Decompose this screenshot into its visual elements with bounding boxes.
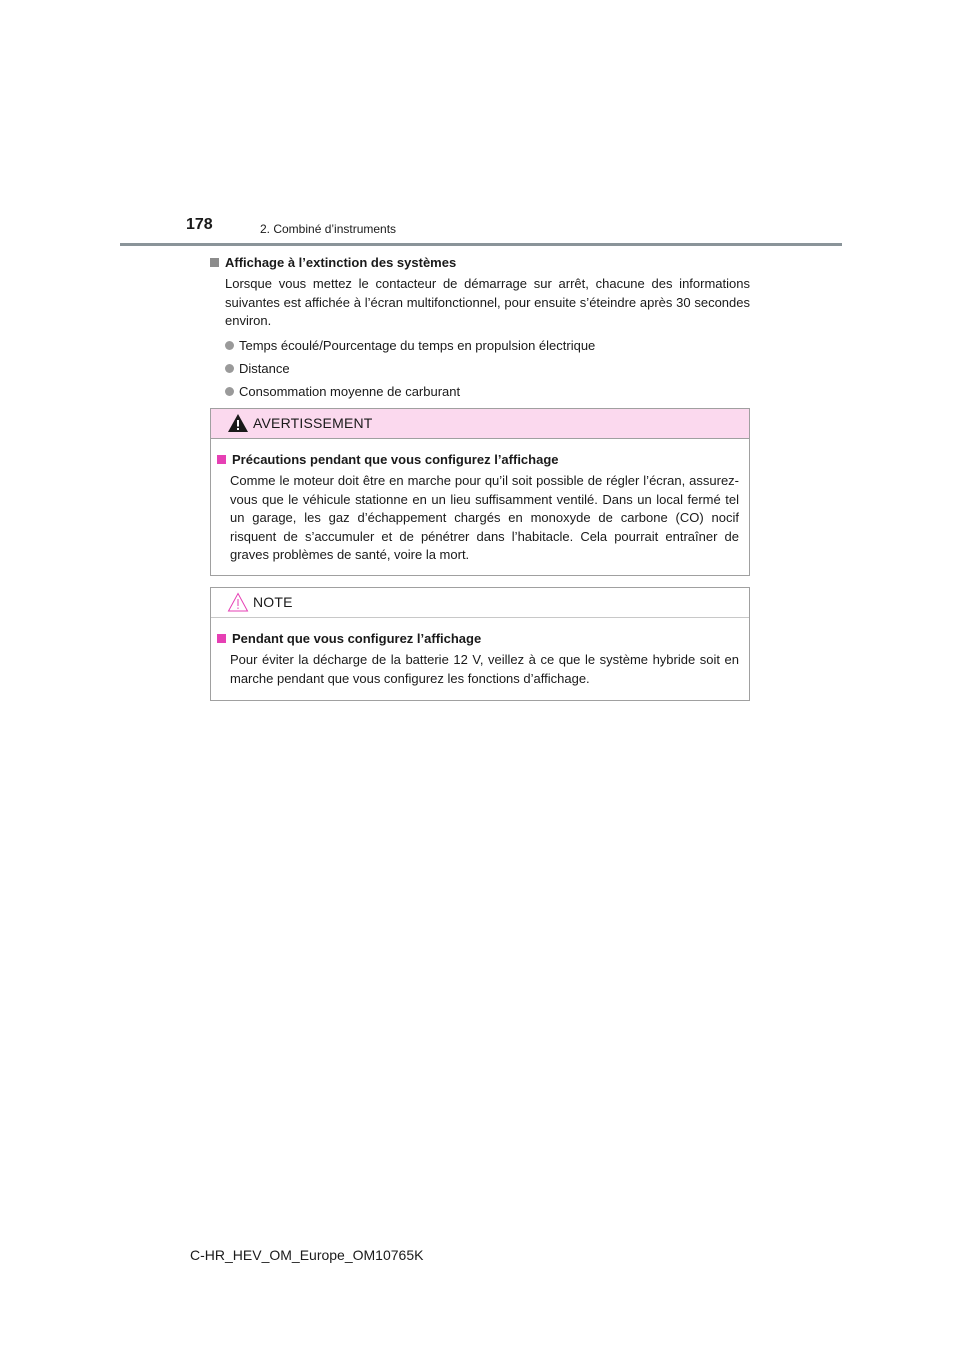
- circle-bullet-icon: [225, 341, 234, 350]
- warning-text: Comme le moteur doit être en marche pour qu’il soit possible de régler l’écran, assurez-vous que le véhicule stationne en un lieu suffisamment ventilé. Dans un local fermé tel un garage, les gaz d’échappement chargés en monoxyde de carbone (CO) nocif risquent de s’accumuler et de pénétrer dans l’habitacle. Cela pourrait entraîner de graves problèmes de santé, voire la mort.: [230, 473, 739, 562]
- warning-body: [211, 439, 749, 565]
- circle-bullet-icon: [225, 364, 234, 373]
- chapter-title: 2. Combiné d’instruments: [260, 222, 397, 236]
- footer-doc-id: C-HR_HEV_OM_Europe_OM10765K: [190, 1247, 424, 1263]
- warning-box-header: [211, 409, 749, 439]
- list-item: Temps écoulé/Pourcentage du temps en propulsion électrique: [225, 337, 750, 355]
- square-bullet-icon: [217, 634, 226, 643]
- caution-triangle-outline-icon: [227, 592, 249, 612]
- warning-title: AVERTISSEMENT: [253, 415, 373, 431]
- note-box-header: [211, 588, 749, 618]
- section-paragraph: Lorsque vous mettez le contacteur de démarrage sur arrêt, chacune des informations suivantes est affichée à l’écran multifonctionnel, pour ensuite s’éteindre après 30 secondes environ.: [225, 276, 750, 328]
- page-header: [0, 0, 960, 250]
- note-box: [210, 587, 750, 701]
- page-number: 178: [186, 216, 213, 233]
- bullet-list: [225, 337, 750, 401]
- warning-triangle-icon: [227, 413, 249, 433]
- list-item: Distance: [225, 360, 750, 378]
- list-item: Consommation moyenne de carburant: [225, 383, 750, 401]
- square-bullet-icon: [210, 258, 219, 267]
- warning-subheading: Précautions pendant que vous configurez l’affichage: [217, 451, 739, 469]
- section-heading-text: Affichage à l’extinction des systèmes: [225, 255, 457, 270]
- square-bullet-icon: [217, 455, 226, 464]
- section-heading: [210, 254, 750, 272]
- note-subheading: Pendant que vous configurez l’affichage: [217, 630, 739, 648]
- main-section: [210, 254, 750, 406]
- note-text: Pour éviter la décharge de la batterie 12 V, veillez à ce que le système hybride soit en marche pendant que vous configurez les fonctions d’affichage.: [230, 652, 739, 686]
- header-divider: [120, 243, 842, 246]
- warning-box: [210, 408, 750, 576]
- note-body: [211, 618, 749, 688]
- note-title: NOTE: [253, 594, 293, 610]
- circle-bullet-icon: [225, 387, 234, 396]
